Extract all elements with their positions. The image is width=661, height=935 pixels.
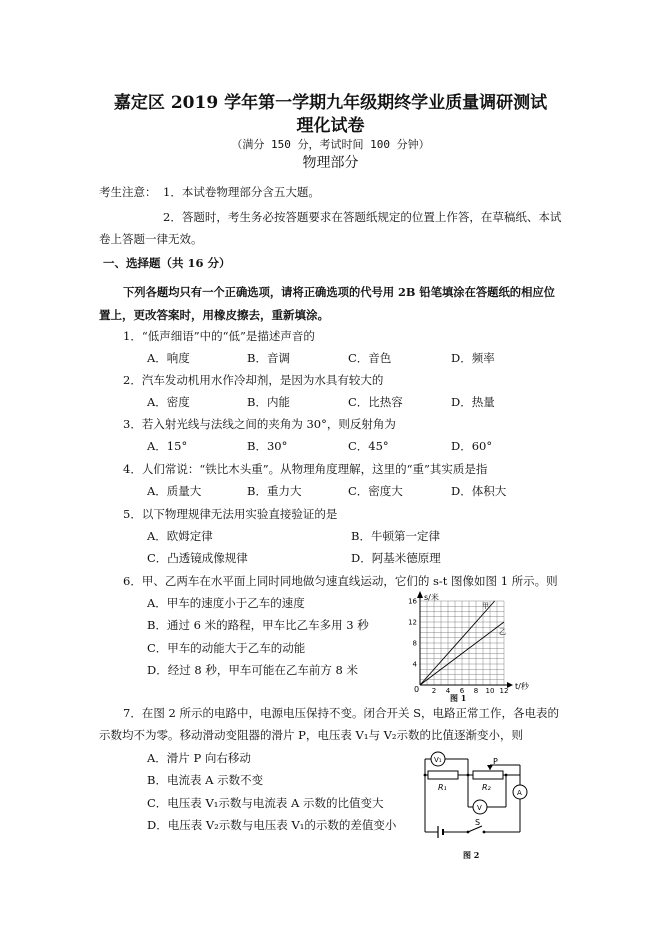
q2-option-a: A．密度 <box>147 395 190 409</box>
x-tick-label: 4 <box>445 687 451 695</box>
notice-label: 考生注意： <box>99 185 157 199</box>
x-tick-label: 6 <box>459 687 465 695</box>
figure-1-caption: 图 1 <box>450 693 467 703</box>
q1-option-b: B．音调 <box>247 351 290 365</box>
v1-label: V₁ <box>434 756 442 764</box>
line-yi-label: 乙 <box>499 628 506 636</box>
figure-1-graph <box>395 588 555 706</box>
notice-item-1: 1．本试卷物理部分含五大题。 <box>163 185 320 199</box>
junction-left <box>424 774 427 777</box>
origin-label: 0 <box>414 685 420 694</box>
q1-option-a: A．响度 <box>147 351 190 365</box>
s-label: S <box>475 818 481 827</box>
x-tick-label: 10 <box>485 687 495 695</box>
q2-option-d: D．热量 <box>451 395 495 409</box>
r1-resistor <box>428 771 458 779</box>
q5-option-d: D．阿基米德原理 <box>351 551 441 565</box>
a-label: A <box>517 789 522 797</box>
question-1-stem: 1．“低声细语”中的“低”是描述声音的 <box>123 329 315 343</box>
y-tick-label: 8 <box>412 639 417 648</box>
x-tick-label: 12 <box>499 687 509 695</box>
x-tick-label: 2 <box>431 687 437 695</box>
q3-option-a: A．15° <box>147 439 188 453</box>
r2-rheostat <box>473 771 503 779</box>
switch-contact <box>483 831 486 834</box>
q3-option-c: C．45° <box>348 439 389 453</box>
score-time: （满分 150 分，考试时间 100 分钟） <box>231 138 430 151</box>
section-instruction-cont: 置上，更改答案时，用橡皮擦去，重新填涂。 <box>99 308 329 322</box>
notice-item-2: 2．答题时，考生务必按答题要求在答题纸规定的位置上作答，在草稿纸、本试 <box>163 210 562 224</box>
junction-mid <box>467 774 470 777</box>
q3-option-d: D．60° <box>451 439 493 453</box>
q1-option-c: C．音色 <box>348 351 392 365</box>
q6-option-b: B．通过 6 米的路程，甲车比乙车多用 3 秒 <box>147 618 369 632</box>
r2-label: R₂ <box>482 783 491 792</box>
q7-option-c: C．电压表 V₁示数与电流表 A 示数的比值变大 <box>147 796 384 810</box>
q1-option-d: D．频率 <box>451 351 495 365</box>
q6-option-a: A．甲车的速度小于乙车的速度 <box>147 596 305 610</box>
y-tick-label: 4 <box>412 660 417 669</box>
q6-option-d: D．经过 8 秒，甲车可能在乙车前方 8 米 <box>147 663 358 677</box>
p-label: P <box>493 757 498 766</box>
q7-option-b: B．电流表 A 示数不变 <box>147 773 264 787</box>
section-heading: 一、选择题（共 16 分） <box>103 256 231 270</box>
graph-grid <box>420 601 504 685</box>
junction-right <box>505 774 508 777</box>
exam-title: 嘉定区 2019 学年第一学期九年级期终学业质量调研测试 <box>113 93 548 113</box>
q2-option-b: B．内能 <box>247 395 290 409</box>
notice-item-2-cont: 卷上答题一律无效。 <box>99 232 203 246</box>
question-5-stem: 5．以下物理规律无法用实验直接验证的是 <box>123 507 338 521</box>
question-7-stem: 7．在图 2 所示的电路中，电源电压保持不变。闭合开关 S，电路正常工作，各电表的 <box>123 706 559 720</box>
q5-option-a: A．欧姆定律 <box>147 529 213 543</box>
q3-option-b: B．30° <box>247 439 288 453</box>
x-tick-label: 8 <box>473 687 479 695</box>
q5-option-b: B．牛顿第一定律 <box>351 529 440 543</box>
q7-option-a: A．滑片 P 向右移动 <box>147 751 251 765</box>
q7-option-d: D．电压表 V₂示数与电压表 V₁的示数的差值变小 <box>147 818 397 832</box>
graph-ticks <box>408 598 508 696</box>
switch-pivot <box>467 831 470 834</box>
question-4-stem: 4．人们常说：“铁比木头重”。从物理角度理解，这里的“重”其实质是指 <box>123 462 488 476</box>
q4-option-a: A．质量大 <box>147 484 202 498</box>
question-2-stem: 2．汽车发动机用水作冷却剂，是因为水具有较大的 <box>123 373 384 387</box>
q4-option-d: D．体积大 <box>451 484 507 498</box>
q4-option-b: B．重力大 <box>247 484 302 498</box>
question-7-stem-cont: 示数均不为零。移动滑动变阻器的滑片 P，电压表 V₁与 V₂示数的比值逐渐变小，则 <box>99 728 524 742</box>
exam-subtitle: 理化试卷 <box>296 116 365 136</box>
question-3-stem: 3．若入射光线与法线之间的夹角为 30°，则反射角为 <box>123 417 396 431</box>
section-instruction: 下列各题均只有一个正确选项，请将正确选项的代号用 2B 铅笔填涂在答题纸的相应位 <box>123 285 555 299</box>
q2-option-c: C．比热容 <box>348 395 403 409</box>
question-6-stem: 6．甲、乙两车在水平面上同时同地做匀速直线运动，它们的 s-t 图像如图 1 所示。则 <box>123 574 558 588</box>
line-jia-label: 甲 <box>482 602 489 610</box>
q4-option-c: C．密度大 <box>348 484 403 498</box>
v-label: V <box>477 804 482 812</box>
q5-option-c: C．凸透镜成像规律 <box>147 551 248 565</box>
figure-2-circuit <box>410 745 535 845</box>
y-tick-label: 12 <box>408 618 417 627</box>
y-tick-label: 16 <box>408 597 417 606</box>
figure-2-caption: 图 2 <box>463 850 480 860</box>
r1-label: R₁ <box>438 783 447 792</box>
y-unit-label: s/米 <box>424 593 439 602</box>
y-axis-arrow <box>417 591 423 598</box>
q6-option-c: C．甲车的动能大于乙车的动能 <box>147 641 306 655</box>
part-title: 物理部分 <box>302 155 359 171</box>
x-unit-label: t/秒 <box>515 682 529 691</box>
